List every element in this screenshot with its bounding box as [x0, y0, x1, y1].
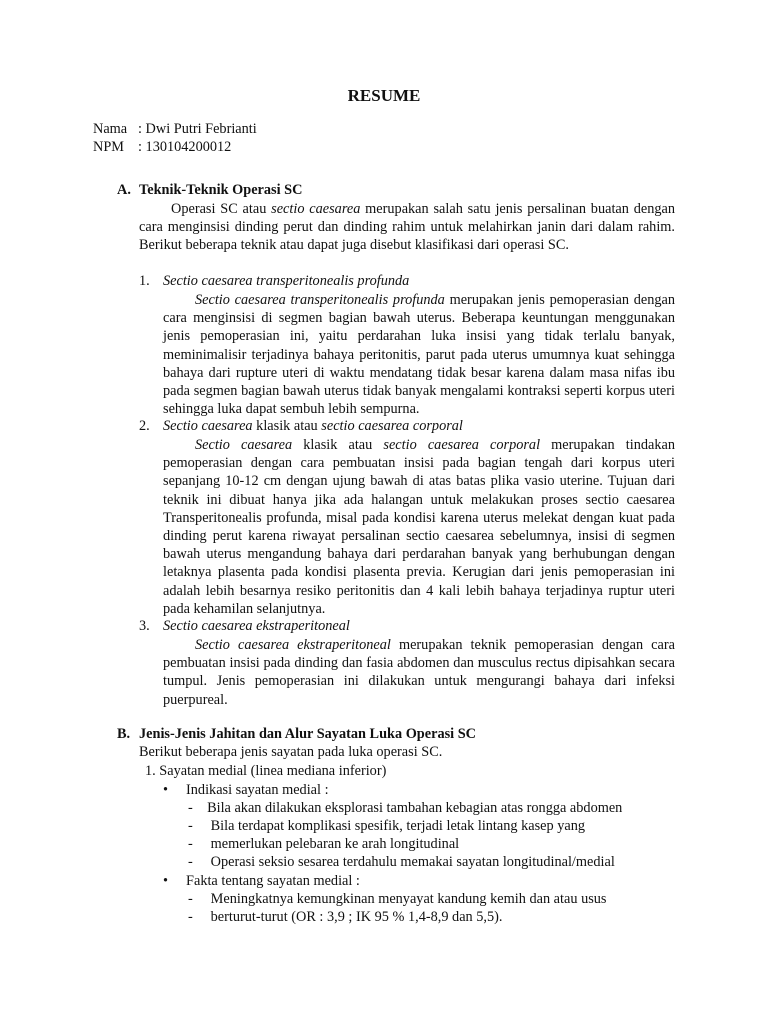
- document-title: RESUME: [347, 86, 421, 105]
- bullet-icon: •: [163, 782, 169, 798]
- bullet-icon: •: [163, 873, 169, 889]
- info-label: Nama: [93, 121, 128, 137]
- item-2-body: Sectio caesarea klasik atau sectio caesarea corporal merupakan tindakan pemoperasian dengan cara pembuatan insisi pada bagian tengah dari korpus uteri sepanjang 10-12 cm dengan ujung bawah di atas batas plika vasio uterine. Tujuan dari teknik ini dibuat hanya jika ada halangan untuk melakukan proses sectio caesarea Transperitonealis profunda, misal pada kondisi karena uterus melekat dengan kuat pada dinding perut karena riwayat persalinan sectio caesarea sebelumnya, insisi di segmen bawah uterus mengandung bahaya dari perdarahan banyak yang berhubungan dengan letaknya plasenta pada kondisi plasenta previa. Kerugian dari jenis pemoperasian ini adalah lebih besarnya resiko peritonitis dan 4 kali lebih bahaya terjadinya ruptur uteri pada kehamilan selanjutnya.: [163, 437, 676, 617]
- dash-item: - Meningkatnya kemungkinan menyayat kandung kemih dan atau usus: [188, 891, 607, 907]
- section-b-item-1: 1. Sayatan medial (linea mediana inferior): [145, 763, 387, 779]
- section-a-intro: Operasi SC atau sectio caesarea merupakan salah satu jenis persalinan buatan dengan cara menginsisi dinding perut dan dinding rahim untuk melahirkan janin dari dalam rahim. Berikut beberapa teknik atau dapat juga disebut klasifikasi dari operasi SC.: [139, 201, 675, 254]
- dash-item: - Operasi seksio sesarea terdahulu memakai sayatan longitudinal/medial: [188, 854, 615, 870]
- section-a-heading: [117, 182, 302, 199]
- item-3-body: Sectio caesarea ekstraperitoneal merupakan teknik pemoperasian dengan cara pembuatan insisi pada dinding dan fasia abdomen dan musculus rectus dipisahkan secara tumpul. Jenis pemoperasian ini dilakukan untuk mengurangi bahaya dari infeksi puerpureal.: [163, 637, 675, 708]
- bullet-indikasi: • Indikasi sayatan medial :: [163, 782, 329, 798]
- info-npm-row: [93, 139, 231, 156]
- info-label: NPM: [93, 139, 124, 155]
- info-value: : Dwi Putri Febrianti: [138, 121, 257, 137]
- dash-item: - memerlukan pelebaran ke arah longitudinal: [188, 836, 460, 852]
- dash-item: - Bila terdapat komplikasi spesifik, terjadi letak lintang kasep yang: [188, 818, 586, 834]
- item-3-heading: 3. Sectio caesarea ekstraperitoneal: [139, 618, 350, 634]
- info-name-row: [93, 121, 257, 138]
- section-letter: B.: [117, 726, 131, 742]
- info-value: : 130104200012: [138, 139, 232, 155]
- section-title: Jenis-Jenis Jahitan dan Alur Sayatan Luka Operasi SC: [139, 726, 476, 742]
- section-b-heading: [117, 726, 476, 743]
- item-1-heading: 1. Sectio caesarea transperitonealis profunda: [139, 273, 410, 289]
- dash-item: - berturut-turut (OR : 3,9 ; IK 95 % 1,4-8,9 dan 5,5).: [188, 909, 503, 925]
- section-b-intro: Berikut beberapa jenis sayatan pada luka operasi SC.: [139, 744, 443, 760]
- item-2-heading: 2. Sectio caesarea klasik atau sectio caesarea corporal: [139, 418, 463, 434]
- section-letter: A.: [117, 182, 131, 198]
- section-title: Teknik-Teknik Operasi SC: [139, 182, 303, 198]
- item-1-body: Sectio caesarea transperitonealis profunda merupakan jenis pemoperasian dengan cara menginsisi di segmen bagian bawah uterus. Beberapa keuntungan menggunakan jenis pemoperasian ini, yaitu perdarahan luka insisi yang tidak terlalu banyak, meminimalisir terjadinya bahaya peritonitis, parut pada uterus umumnya kuat sehingga bahaya dari rupture uteri di waktu mendatang tidak besar karena dalam masa nifas ibu pada segmen bagian bawah uterus tidak banyak mengalami kontraksi seperti korpus uteri sehingga luka dapat sembuh lebih sempurna.: [163, 292, 676, 418]
- bullet-fakta: • Fakta tentang sayatan medial :: [163, 873, 360, 889]
- dash-item: - Bila akan dilakukan eksplorasi tambahan kebagian atas rongga abdomen: [188, 800, 623, 816]
